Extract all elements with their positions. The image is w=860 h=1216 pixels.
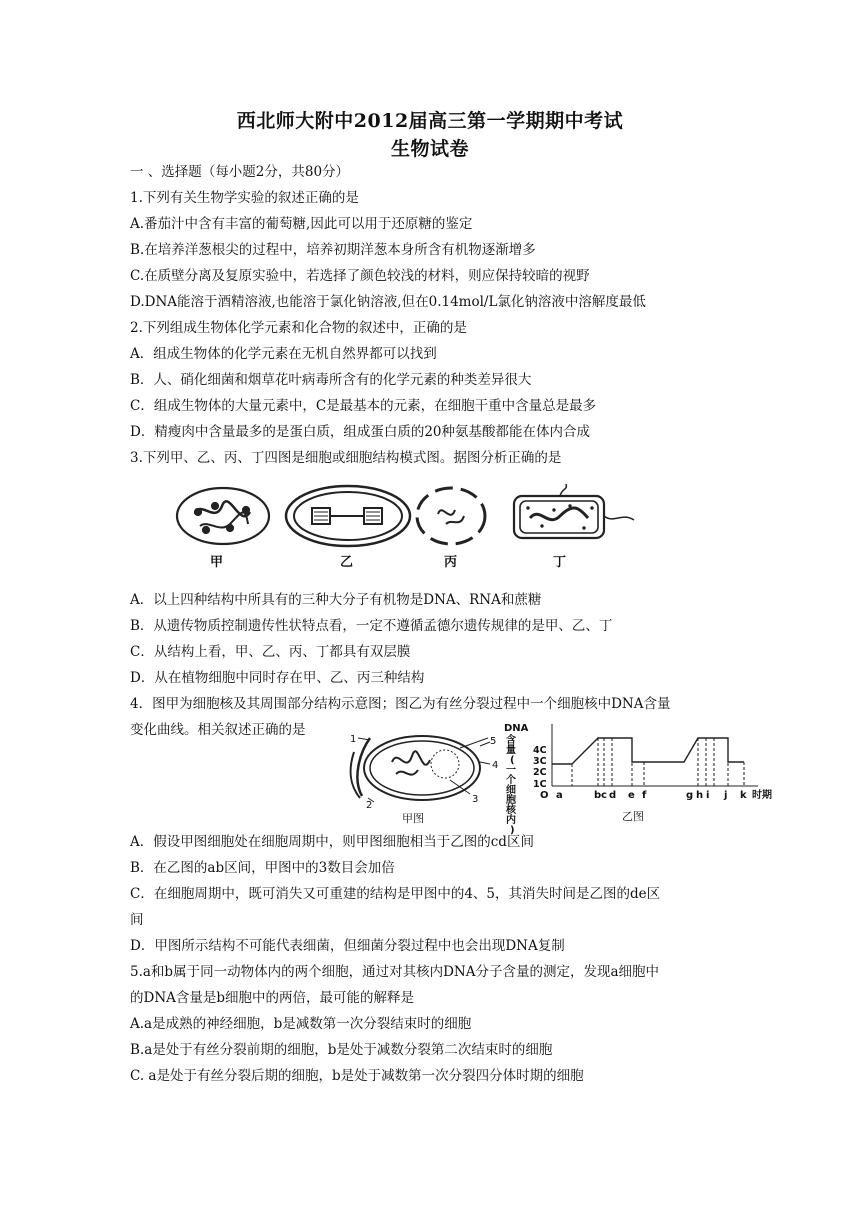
q4-figure-jia bbox=[340, 722, 500, 826]
q3-option-b: B．从遗传物质控制遗传性状特点看，一定不遵循孟德尔遗传规律的是甲、乙、丁 bbox=[130, 618, 613, 634]
figure-jia-nucleus bbox=[177, 488, 269, 544]
q4-figure-yi bbox=[500, 718, 790, 836]
q5-stem-line2: 的DNA含量是b细胞中的两倍，最可能的解释是 bbox=[130, 990, 415, 1006]
fig-jia-caption: 甲图 bbox=[402, 812, 424, 825]
q1-option-c: C.在质壁分离及复原实验中，若选择了颜色较浅的材料，则应保持较暗的视野 bbox=[130, 268, 590, 284]
q4-stem-line2: 变化曲线。相关叙述正确的是 bbox=[130, 722, 306, 738]
yi-xticks bbox=[540, 788, 772, 801]
fig-jia-number-2: 2 bbox=[366, 800, 373, 811]
q2-option-a: A．组成生物体的化学元素在无机自然界都可以找到 bbox=[130, 346, 437, 362]
figure-ding-bacterium bbox=[514, 484, 634, 538]
svg-text:DNA: DNA bbox=[504, 723, 529, 734]
figure-yi-chloroplast bbox=[286, 486, 410, 546]
yi-xtick-i: i bbox=[706, 790, 710, 801]
fig-jia-number-3: 3 bbox=[472, 794, 479, 805]
q3-stem: 3.下列甲、乙、丙、丁四图是细胞或细胞结构模式图。据图分析正确的是 bbox=[130, 450, 562, 466]
exam-title: 西北师大附中2012届高三第一学期期中考试 bbox=[236, 110, 624, 132]
yi-xtick-e: e bbox=[628, 790, 635, 801]
q5-option-b: B.a是处于有丝分裂前期的细胞，b是处于减数分裂第二次结束时的细胞 bbox=[130, 1042, 553, 1058]
section-heading: 一 、选择题（每小题2分，共80分） bbox=[130, 164, 350, 180]
q4-option-c-cont: 间 bbox=[130, 912, 144, 928]
q3-option-d: D．从在植物细胞中同时存在甲、乙、丙三种结构 bbox=[130, 670, 425, 686]
yi-xtick-f: f bbox=[642, 790, 647, 801]
q3-option-c: C．从结构上看，甲、乙、丙、丁都具有双层膜 bbox=[130, 644, 411, 660]
q1-option-b: B.在培养洋葱根尖的过程中，培养初期洋葱本身所含有机物逐渐增多 bbox=[130, 242, 536, 258]
yi-xlabel: 时期 bbox=[752, 790, 772, 801]
yi-xtick-g: g bbox=[686, 790, 694, 801]
fig-jia-number-5: 5 bbox=[490, 736, 497, 747]
yi-dna-curve bbox=[552, 738, 744, 764]
yi-ytick-2c: 2C bbox=[533, 767, 547, 778]
figure-label-jia: 甲 bbox=[210, 555, 224, 570]
yi-xtick-d: d bbox=[609, 790, 617, 801]
yi-xtick-a: a bbox=[556, 790, 563, 801]
q1-option-d: D.DNA能溶于酒精溶液,也能溶于氯化钠溶液,但在0.14mol/L氯化钠溶液中溶解度最低 bbox=[130, 294, 646, 310]
q5-stem-line1: 5.a和b属于同一动物体内的两个细胞，通过对其核内DNA分子含量的测定，发现a细胞中 bbox=[130, 964, 660, 980]
q1-option-a: A.番茄汁中含有丰富的葡萄糖,因此可以用于还原糖的鉴定 bbox=[130, 216, 473, 232]
q3-option-a: A．以上四种结构中所具有的三种大分子有机物是DNA、RNA和蔗糖 bbox=[130, 592, 542, 608]
yi-ylabel-text: 含量(一个细胞核内) bbox=[506, 735, 516, 836]
q2-option-d: D．精瘦肉中含量最多的是蛋白质，组成蛋白质的20种氨基酸都能在体内合成 bbox=[130, 424, 591, 440]
figure-label-bing: 丙 bbox=[444, 555, 458, 570]
q3-cell-figure bbox=[170, 484, 640, 576]
yi-xtick-k: k bbox=[740, 790, 747, 801]
q4-option-a: A．假设甲图细胞处在细胞周期中，则甲图细胞相当于乙图的cd区间 bbox=[130, 834, 534, 850]
fig-yi-caption: 乙图 bbox=[622, 810, 644, 823]
yi-ytick-3c: 3C bbox=[533, 756, 547, 767]
q4-stem-line1: 4．图甲为细胞核及其周围部分结构示意图；图乙为有丝分裂过程中一个细胞核中DNA含量 bbox=[130, 696, 671, 712]
exam-subtitle: 生物试卷 bbox=[390, 138, 469, 160]
yi-xtick-j: j bbox=[724, 790, 728, 801]
yi-ytick-4c: 4C bbox=[533, 745, 547, 756]
yi-ylabel bbox=[504, 723, 529, 836]
yi-xtick-b: b bbox=[594, 790, 602, 801]
yi-ytick-1c: 1C bbox=[533, 779, 547, 790]
q2-option-b: B．人、硝化细菌和烟草花叶病毒所含有的化学元素的种类差异很大 bbox=[130, 372, 532, 388]
q1-stem: 1.下列有关生物学实验的叙述正确的是 bbox=[130, 190, 359, 206]
figure-label-ding: 丁 bbox=[553, 555, 567, 570]
q2-option-c: C．组成生物体的大量元素中，C是最基本的元素，在细胞干重中含量总是最多 bbox=[130, 398, 597, 414]
yi-xtick-h: h bbox=[696, 790, 704, 801]
yi-xtick-o: O bbox=[540, 790, 549, 801]
q4-option-d: D．甲图所示结构不可能代表细菌，但细菌分裂过程中也会出现DNA复制 bbox=[130, 938, 565, 954]
q4-option-b: B．在乙图的ab区间，甲图中的3数目会加倍 bbox=[130, 860, 395, 876]
figure-label-yi: 乙 bbox=[340, 555, 354, 570]
fig-jia-number-1: 1 bbox=[350, 734, 357, 745]
q5-option-a: A.a是成熟的神经细胞，b是减数第一次分裂结束时的细胞 bbox=[130, 1016, 472, 1032]
fig-jia-number-4: 4 bbox=[492, 760, 499, 771]
figure-bing-dividing-nucleus bbox=[417, 488, 485, 544]
yi-xtick-c: c bbox=[601, 790, 607, 801]
q5-option-c: C. a是处于有丝分裂后期的细胞，b是处于减数第一次分裂四分体时期的细胞 bbox=[130, 1068, 584, 1084]
q2-stem: 2.下列组成生物体化学元素和化合物的叙述中，正确的是 bbox=[130, 320, 467, 336]
q4-option-c: C．在细胞周期中，既可消失又可重建的结构是甲图中的4、5，其消失时间是乙图的de区 bbox=[130, 886, 661, 902]
